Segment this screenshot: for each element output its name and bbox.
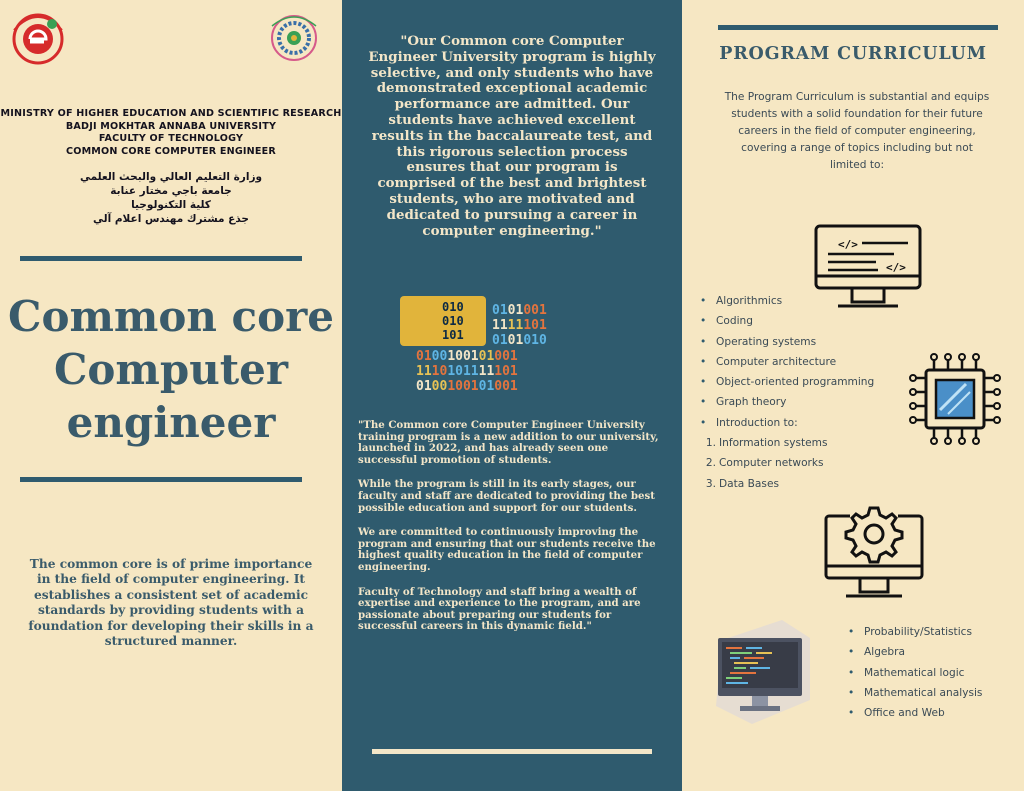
- list-item: 2. Computer networks: [705, 457, 824, 470]
- binary-group: 001: [494, 349, 518, 364]
- description-paragraph: Faculty of Technology and staff bring a wealth of expertise and experience to the program, and are passionate about preparing our students for successful careers in this dynamic field.": [358, 585, 641, 633]
- binary-group: 001: [494, 379, 518, 394]
- topic-label: Computer architecture: [716, 355, 837, 368]
- binary-group: 1011: [447, 364, 479, 379]
- svg-text:</>: </>: [886, 261, 906, 274]
- topic-label: Mathematical analysis: [864, 686, 983, 699]
- university-logo-icon: [6, 6, 70, 70]
- institution-header: [0, 108, 342, 158]
- binary-card-bits: [442, 300, 464, 342]
- topic-label: Office and Web: [864, 707, 945, 720]
- binary-group: 00: [431, 379, 448, 394]
- svg-text:</>: </>: [838, 238, 858, 251]
- institution-line: COMMON CORE COMPUTER ENGINEER: [65, 145, 277, 157]
- topic-label: Algebra: [864, 646, 906, 659]
- binary-card-row: 010: [442, 300, 464, 314]
- topics-list: [700, 291, 874, 494]
- list-item: 1. Information systems: [705, 437, 828, 450]
- middle-panel: [342, 0, 682, 791]
- binary-group: 101: [523, 318, 547, 333]
- list-item: 3. Data Bases: [705, 477, 779, 490]
- intro-paragraph: The common core is of prime importance in the field of computer engineering. It establishes a consistent set of academic standards by providing students with a foundation for developing their skills in a structured manner.: [28, 557, 314, 649]
- topic-label: Algorithmics: [716, 295, 783, 307]
- code-monitor-icon: [812, 222, 924, 318]
- binary-group: 10: [431, 364, 448, 379]
- binary-group: 1001: [447, 379, 479, 394]
- arabic-line: كلية التكنولوجيا: [131, 199, 211, 211]
- description-paragraph: "The Common core Computer Engineer University training program is a new addition to our university, launched in 2022, and has already seen one successful promotion of students.: [358, 419, 659, 466]
- topic-label: Probability/Statistics: [864, 626, 972, 638]
- description-paragraph: While the program is still in its early stages, our faculty and staff are dedicated to providing the best possible education and support for our students.: [358, 478, 655, 514]
- binary-row: [416, 379, 518, 394]
- binary-group: 101: [494, 364, 518, 379]
- binary-group: 11: [478, 364, 495, 379]
- topic-label: Graph theory: [716, 396, 787, 409]
- subtopic-label: Information systems: [719, 437, 828, 450]
- gear-monitor-icon: [822, 500, 926, 608]
- binary-card-row: 010: [442, 314, 464, 328]
- binary-group: 01: [492, 303, 508, 318]
- arabic-line: جامعة باجي مختار عنابة: [110, 185, 232, 197]
- institution-line: MINISTRY OF HIGHER EDUCATION AND SCIENTIFIC RESEARCH: [0, 108, 342, 119]
- topic-label: Introduction to:: [716, 416, 798, 429]
- list-item: • Graph theory: [700, 396, 787, 409]
- list-item: • Introduction to:: [700, 416, 798, 429]
- binary-group: 001: [523, 303, 547, 318]
- list-item: • Algebra: [848, 646, 906, 659]
- list-item: • Probability/Statistics: [848, 626, 972, 638]
- divider: [372, 749, 652, 754]
- program-description: [358, 420, 664, 646]
- binary-group: 01: [507, 303, 524, 318]
- list-item: • Mathematical logic: [848, 666, 965, 679]
- list-item: • Office and Web: [848, 707, 945, 720]
- binary-row: [492, 333, 547, 348]
- subtopic-label: Data Bases: [719, 477, 779, 490]
- list-item: • Operating systems: [700, 335, 817, 348]
- math-topics-list: [848, 622, 982, 723]
- list-item: • Algorithmics: [700, 295, 783, 307]
- binary-group: 11: [492, 318, 508, 333]
- subtopic-label: Computer networks: [719, 457, 824, 470]
- curriculum-intro: The Program Curriculum is substantial and equips students with a solid foundation for their future careers in the field of computer engineering, covering a range of topics including but not limited to:: [724, 91, 990, 171]
- binary-group: 01: [416, 349, 432, 364]
- divider: [20, 256, 302, 261]
- topic-label: Object-oriented programming: [716, 376, 875, 389]
- page-title: [0, 290, 342, 449]
- binary-row: [416, 349, 518, 364]
- arabic-header: [0, 170, 342, 226]
- topic-label: Mathematical logic: [864, 666, 965, 679]
- list-item: • Coding: [700, 315, 753, 328]
- binary-group: 01: [478, 379, 495, 394]
- divider: [20, 477, 302, 482]
- binary-group: 1001: [447, 349, 479, 364]
- binary-group: 00: [431, 349, 448, 364]
- cpu-chip-icon: [908, 352, 1002, 446]
- binary-group: 01: [416, 379, 432, 394]
- title-line: Common core: [8, 292, 334, 341]
- institution-line: BADJI MOKHTAR ANNABA UNIVERSITY: [65, 120, 277, 132]
- topic-label: Operating systems: [716, 335, 817, 348]
- binary-card: [400, 296, 486, 346]
- left-panel: [0, 0, 342, 791]
- binary-row: [492, 303, 547, 318]
- institution-line: FACULTY OF TECHNOLOGY: [98, 133, 244, 145]
- curriculum-title: PROGRAM CURRICULUM: [719, 44, 987, 64]
- description-paragraph: We are committed to continuously improving the program and ensuring that our students receive the highest quality education in the field of computer engineering.: [358, 526, 656, 573]
- divider: [718, 25, 998, 30]
- title-line: engineer: [66, 398, 276, 447]
- binary-row: [492, 318, 547, 333]
- binary-row: [416, 364, 518, 379]
- binary-group: 11: [416, 364, 432, 379]
- binary-group: 01: [492, 333, 508, 348]
- list-item: • Object-oriented programming: [700, 376, 875, 389]
- arabic-line: جذع مشترك مهندس اعلام آلي: [93, 213, 249, 225]
- binary-group: 11: [507, 318, 524, 333]
- binary-card-row: 101: [442, 328, 464, 342]
- binary-group: 01: [478, 349, 495, 364]
- faculty-logo-icon: [262, 6, 326, 70]
- selectivity-quote: "Our Common core Computer Engineer University program is highly selective, and only students who have demonstrated exceptional academic performance are admitted. Our students have achieved excellent results in the baccalaureate test, and this rigorous selection process ensures that our program is comprised of the best and brightest students, who are motivated and dedicated to pursuing a career in computer engineering.": [368, 33, 656, 239]
- code-editor-monitor-icon: [712, 620, 812, 724]
- binary-group: 01: [507, 333, 524, 348]
- topic-label: Coding: [716, 315, 753, 328]
- right-panel: [682, 0, 1024, 791]
- title-line: Computer: [53, 345, 289, 394]
- arabic-line: وزارة التعليم العالي والبحث العلمي: [79, 171, 263, 183]
- list-item: • Computer architecture: [700, 355, 837, 368]
- list-item: • Mathematical analysis: [848, 686, 983, 699]
- binary-group: 010: [523, 333, 547, 348]
